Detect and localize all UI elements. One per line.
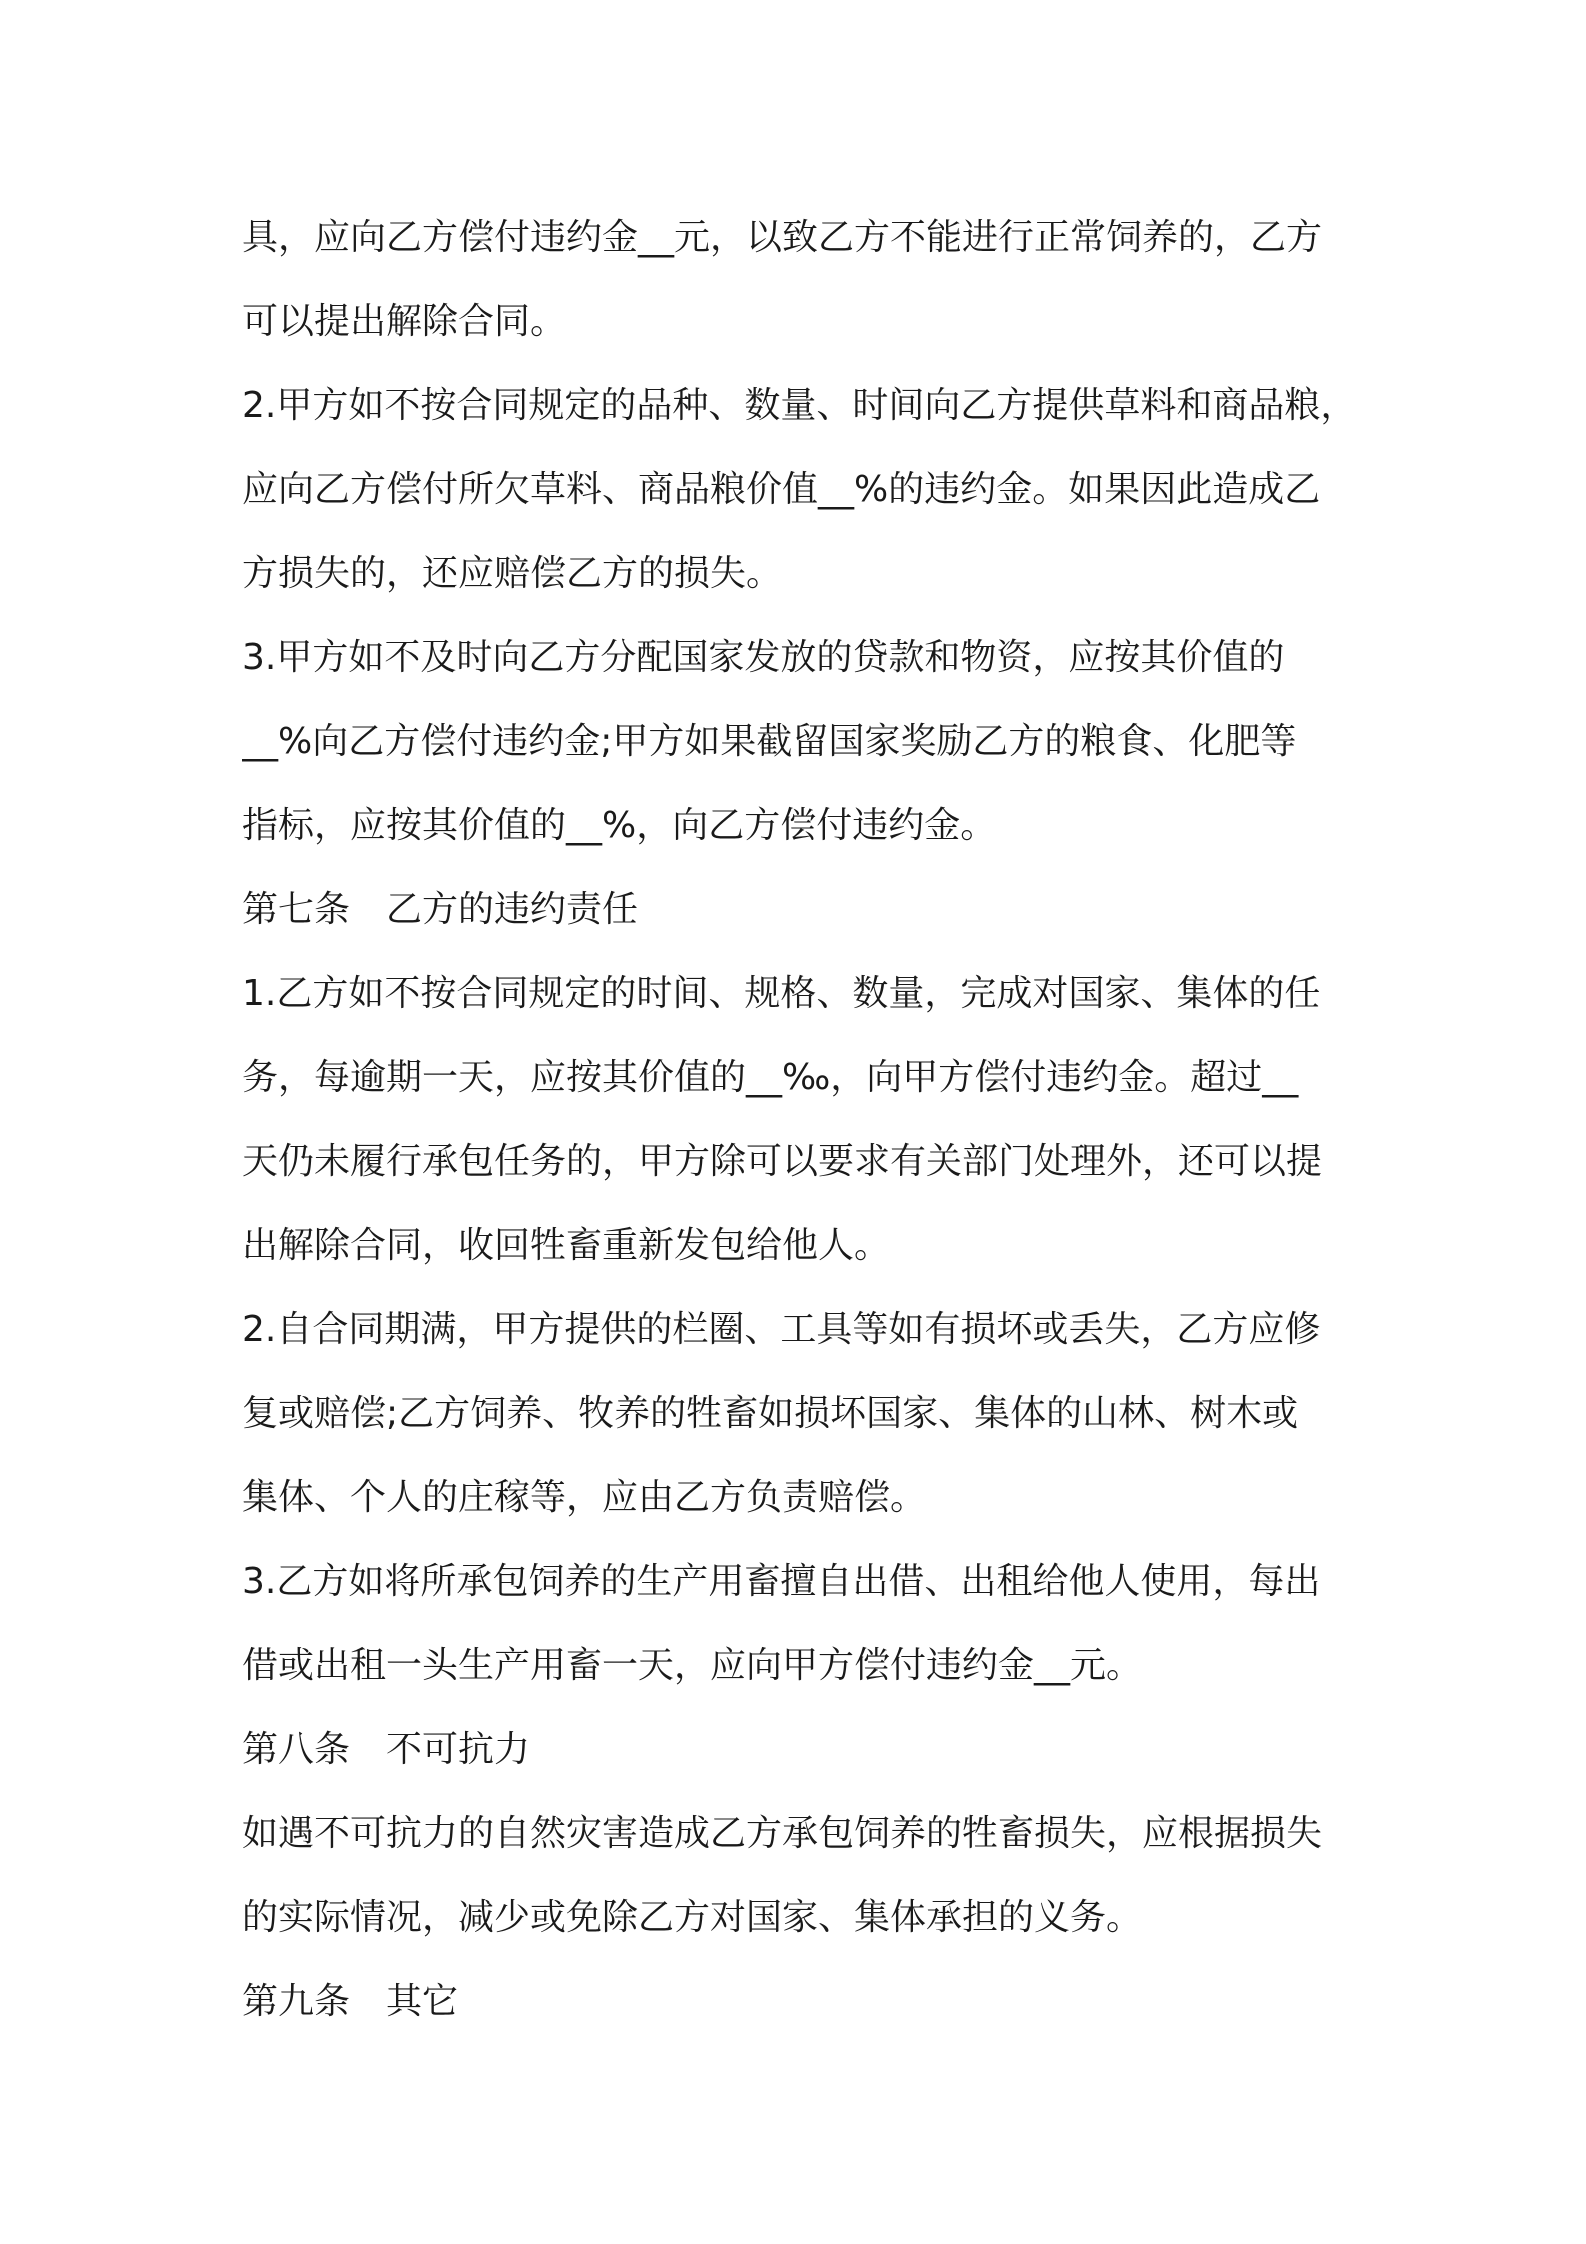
- paragraph-line: 复或赔偿;乙方饲养、牧养的牲畜如损坏国家、集体的山林、树木或: [242, 1393, 1299, 1434]
- clause-2-line: 2.自合同期满，甲方提供的栏圈、工具等如有损坏或丢失，乙方应修: [242, 1309, 1321, 1350]
- paragraph-line: __%向乙方偿付违约金;甲方如果截留国家奖励乙方的粮食、化肥等: [242, 721, 1297, 762]
- article-7-title: 乙方的违约责任: [386, 889, 639, 930]
- paragraph-line: 应向乙方偿付所欠草料、商品粮价值__%的违约金。如果因此造成乙: [242, 469, 1321, 510]
- clause-3-line: 3.甲方如不及时向乙方分配国家发放的贷款和物资，应按其价值的: [242, 637, 1285, 678]
- article-8-title: 不可抗力: [386, 1729, 531, 1770]
- paragraph-line: 集体、个人的庄稼等，应由乙方负责赔偿。: [242, 1477, 927, 1518]
- paragraph-line: 指标，应按其价值的__%，向乙方偿付违约金。: [242, 805, 997, 846]
- paragraph-line: 的实际情况，减少或免除乙方对国家、集体承担的义务。: [242, 1897, 1143, 1938]
- article-7-number: 第七条: [242, 889, 351, 930]
- article-9-heading: [242, 1960, 1362, 2044]
- paragraph-line: 可以提出解除合同。: [242, 301, 567, 342]
- article-9-title: 其它: [386, 1981, 459, 2022]
- paragraph-line: 如遇不可抗力的自然灾害造成乙方承包饲养的牲畜损失，应根据损失: [242, 1813, 1323, 1854]
- paragraph-line: 务，每逾期一天，应按其价值的__‰，向甲方偿付违约金。超过__: [242, 1057, 1299, 1098]
- paragraph-line: 出解除合同，收回牲畜重新发包给他人。: [242, 1225, 891, 1266]
- contract-text: [242, 196, 1362, 2044]
- article-8-number: 第八条: [242, 1729, 351, 1770]
- clause-1-line: 1.乙方如不按合同规定的时间、规格、数量，完成对国家、集体的任: [242, 973, 1321, 1014]
- article-9-number: 第九条: [242, 1981, 351, 2022]
- paragraph-line: 方损失的，还应赔偿乙方的损失。: [242, 553, 783, 594]
- paragraph-line: 借或出租一头生产用畜一天，应向甲方偿付违约金__元。: [242, 1645, 1143, 1686]
- clause-2-line: 2.甲方如不按合同规定的品种、数量、时间向乙方提供草料和商品粮，: [242, 385, 1357, 426]
- paragraph-line: 具，应向乙方偿付违约金__元，以致乙方不能进行正常饲养的，乙方: [242, 217, 1323, 258]
- article-8-heading: [242, 1708, 1362, 1792]
- clause-3-line: 3.乙方如将所承包饲养的生产用畜擅自出借、出租给他人使用，每出: [242, 1561, 1321, 1602]
- article-7-heading: [242, 868, 1362, 952]
- paragraph-line: 天仍未履行承包任务的，甲方除可以要求有关部门处理外，还可以提: [242, 1141, 1323, 1182]
